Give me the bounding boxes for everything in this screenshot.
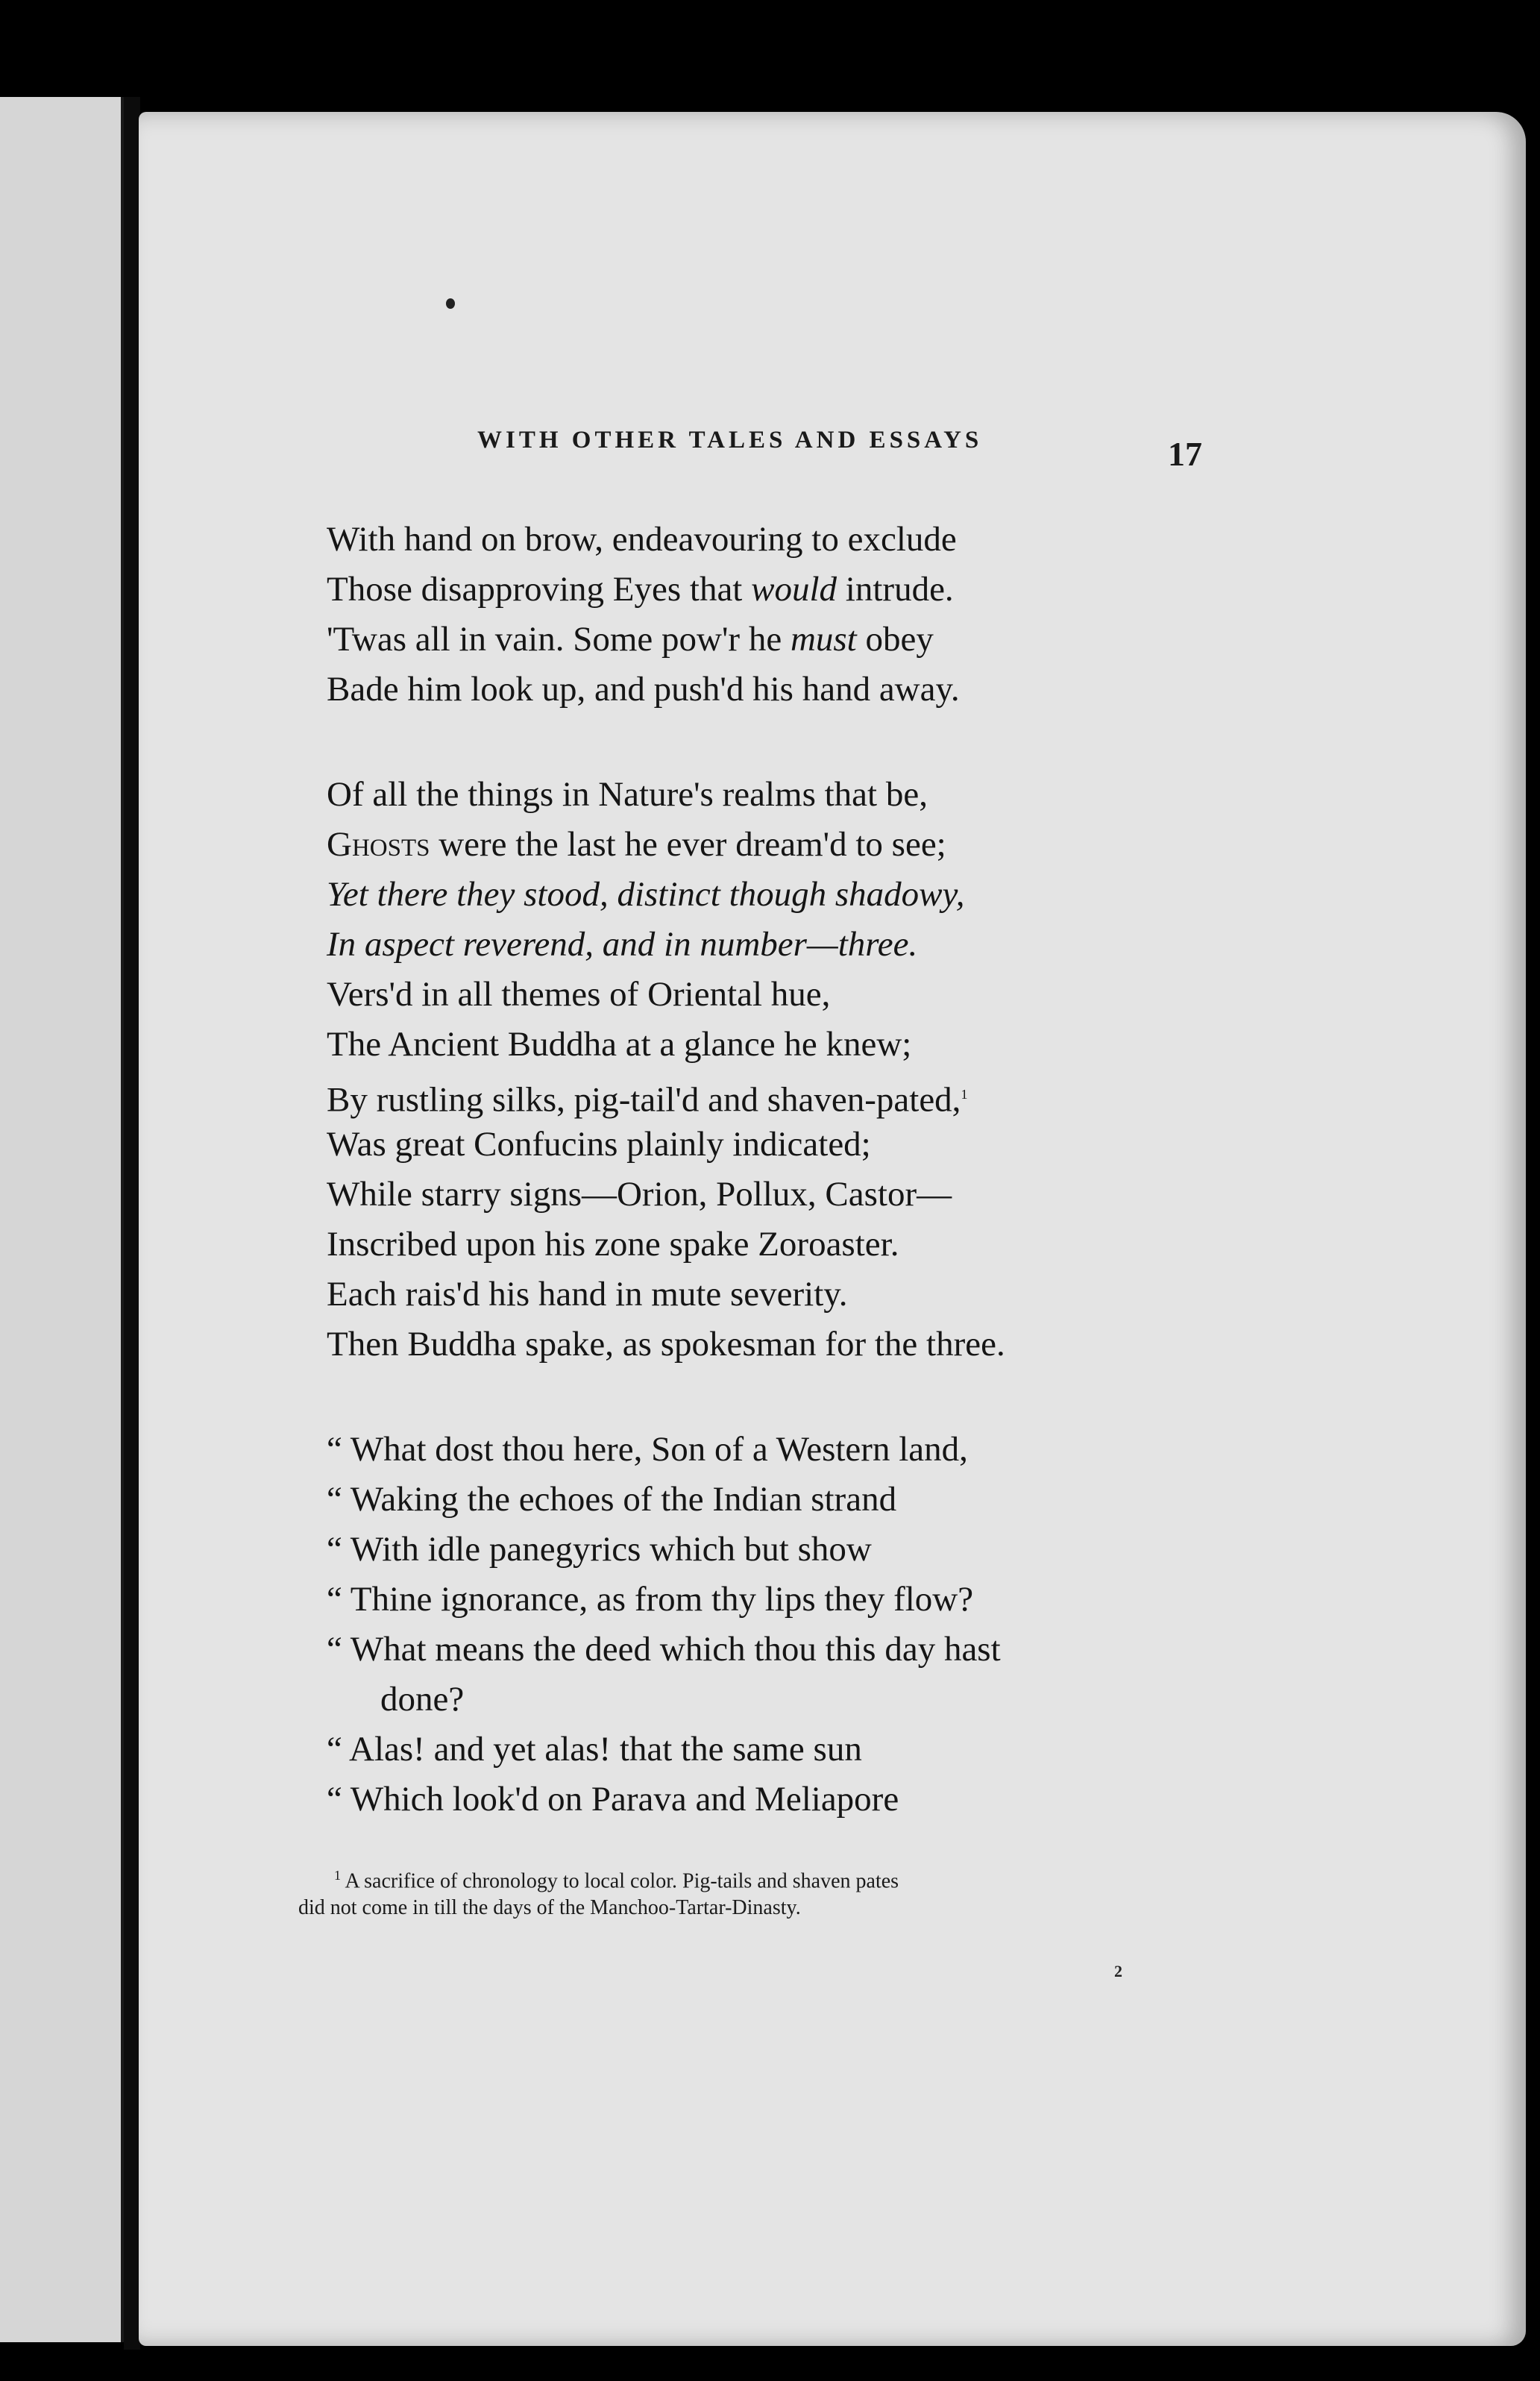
footnote-line-2: did not come in till the days of the Manchoo-Tartar-Dinasty. [298,1896,801,1920]
poem-line [327,1675,1192,1725]
poem-line [327,1775,1192,1825]
poem-line [327,1475,1192,1525]
footnote-marker: 1 [334,1868,341,1883]
line-text: Each rais'd his hand in mute severity. [327,1275,848,1314]
line-text: intrude. [837,570,954,609]
stanza-break [327,1370,1192,1425]
footnote [298,1862,1171,1922]
line-text: Bade him look up, and push'd his hand away. [327,670,960,709]
poem-line [327,1725,1192,1775]
stanza-break [327,715,1192,770]
line-text: In aspect reverend, and in number—three. [327,925,918,964]
poem-line [327,1020,1192,1070]
line-text: “ What dost thou here, Son of a Western land, [327,1430,968,1469]
poem-line [327,565,1192,615]
poem-line [327,920,1192,970]
line-text: By rustling silks, pig-tail'd and shaven-pated, [327,1080,961,1120]
running-header: WITH OTHER TALES AND ESSAYS [477,427,983,454]
line-text: “ Which look'd on Parava and Meliapore [327,1780,899,1819]
line-text: With hand on brow, endeavouring to exclude [327,520,957,559]
poem-line [327,1270,1192,1320]
line-text: Of all the things in Nature's realms that be, [327,775,928,814]
line-text: Vers'd in all themes of Oriental hue, [327,975,831,1014]
book-gutter [124,97,140,2350]
line-text: Inscribed upon his zone spake Zoroaster. [327,1225,899,1264]
line-text: “ What means the deed which thou this day hast [327,1630,1001,1669]
poem-line [327,820,1192,870]
poem-line [327,1120,1192,1170]
ink-dot [446,298,455,309]
line-text: Those disapproving Eyes that [327,570,752,609]
adjacent-page-edge [0,97,125,2342]
line-text: would [751,570,837,609]
poem-line [327,615,1192,665]
poem-line [327,1625,1192,1675]
line-text: While starry signs—Orion, Pollux, Castor— [327,1175,952,1214]
line-text: “ Alas! and yet alas! that the same sun [327,1730,862,1769]
poem-line [327,1070,1192,1120]
poem-line [327,870,1192,920]
poem-line [327,1320,1192,1370]
poem-line [327,515,1192,565]
poem-line [327,770,1192,820]
line-text: Was great Confucins plainly indicated; [327,1125,871,1164]
signature-mark: 2 [1114,1962,1122,1980]
footnote-reference: 1 [961,1087,968,1102]
line-text: Then Buddha spake, as spokesman for the three. [327,1325,1005,1364]
poem-line [327,665,1192,715]
page-number: 17 [1168,435,1202,473]
poem-line [327,1220,1192,1270]
line-text: obey [856,620,934,659]
line-text: “ Thine ignorance, as from thy lips they flow? [327,1580,974,1619]
line-text: Yet there they stood, distinct though shadowy, [327,875,965,914]
footnote-line-1: $^1$ A sacrifice of chronology to local color. Pig-tails and shaven pates [334,1868,899,1893]
line-text: 'Twas all in vain. Some pow'r he [327,620,791,659]
poem-line [327,970,1192,1020]
line-text: done? [380,1680,465,1719]
line-text: The Ancient Buddha at a glance he knew; [327,1025,912,1064]
line-text: were the last he ever dream'd to see; [430,825,946,864]
line-text: “ Waking the echoes of the Indian strand [327,1480,897,1519]
poem-line [327,1575,1192,1625]
line-text: Ghosts [327,825,430,864]
poem-line [327,1170,1192,1220]
poem-text [327,515,1192,1825]
poem-line [327,1525,1192,1575]
line-text: must [790,620,857,659]
line-text: “ With idle panegyrics which but show [327,1530,872,1569]
poem-line [327,1425,1192,1475]
